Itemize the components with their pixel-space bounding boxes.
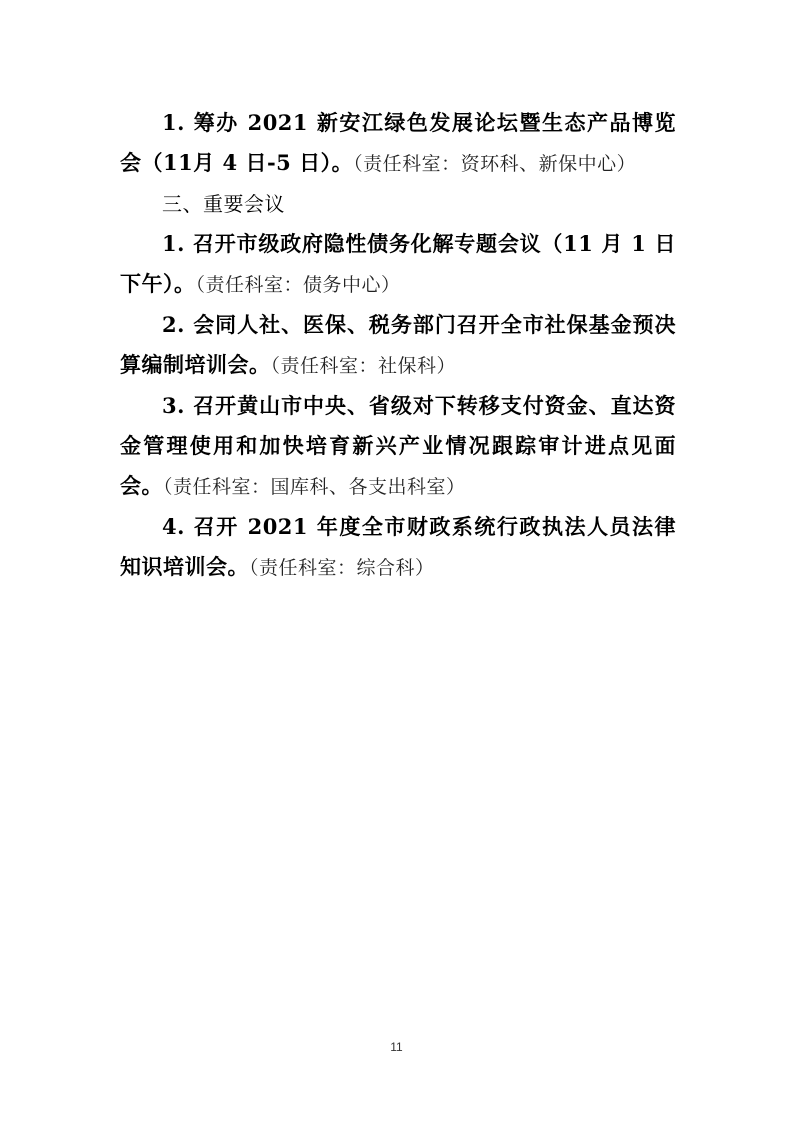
- meeting-item-2-title: 2. 会同人社、医保、税务部门召开全市社保基金预决算编制培训会。: [120, 312, 676, 377]
- document-body: [120, 103, 676, 588]
- meeting-item-2: [120, 305, 676, 386]
- section-heading-text: 三、重要会议: [162, 192, 285, 216]
- meeting-item-1-responsible: （责任科室：债务中心）: [195, 274, 401, 296]
- meeting-item-1: [120, 224, 676, 305]
- meeting-item-4-responsible: （责任科室：综合科）: [249, 557, 435, 579]
- meeting-item-4-title: 4. 召开 2021 年度全市财政系统行政执法人员法律知识培训会。: [120, 514, 676, 579]
- meeting-item-3: [120, 386, 676, 507]
- meeting-item-3-responsible: （责任科室：国库科、各支出科室）: [163, 476, 466, 498]
- meeting-item-1-title: 1. 召开市级政府隐性债务化解专题会议（11 月 1 日下午）。: [120, 231, 676, 296]
- page-number: 11: [390, 1040, 403, 1054]
- meeting-item-3-title: 3. 召开黄山市中央、省级对下转移支付资金、直达资金管理使用和加快培育新兴产业情况跟踪审计进点见面会。: [120, 393, 676, 498]
- item-expo-title: 1. 筹办 2021 新安江绿色发展论坛暨生态产品博览会（11月 4 日-5 日）。: [120, 110, 676, 175]
- item-expo: [120, 103, 676, 184]
- section-heading-meetings: [120, 184, 676, 224]
- meeting-item-4: [120, 507, 676, 588]
- meeting-item-2-responsible: （责任科室：社保科）: [270, 355, 457, 377]
- item-expo-responsible: （责任科室：资环科、新保中心）: [353, 153, 637, 175]
